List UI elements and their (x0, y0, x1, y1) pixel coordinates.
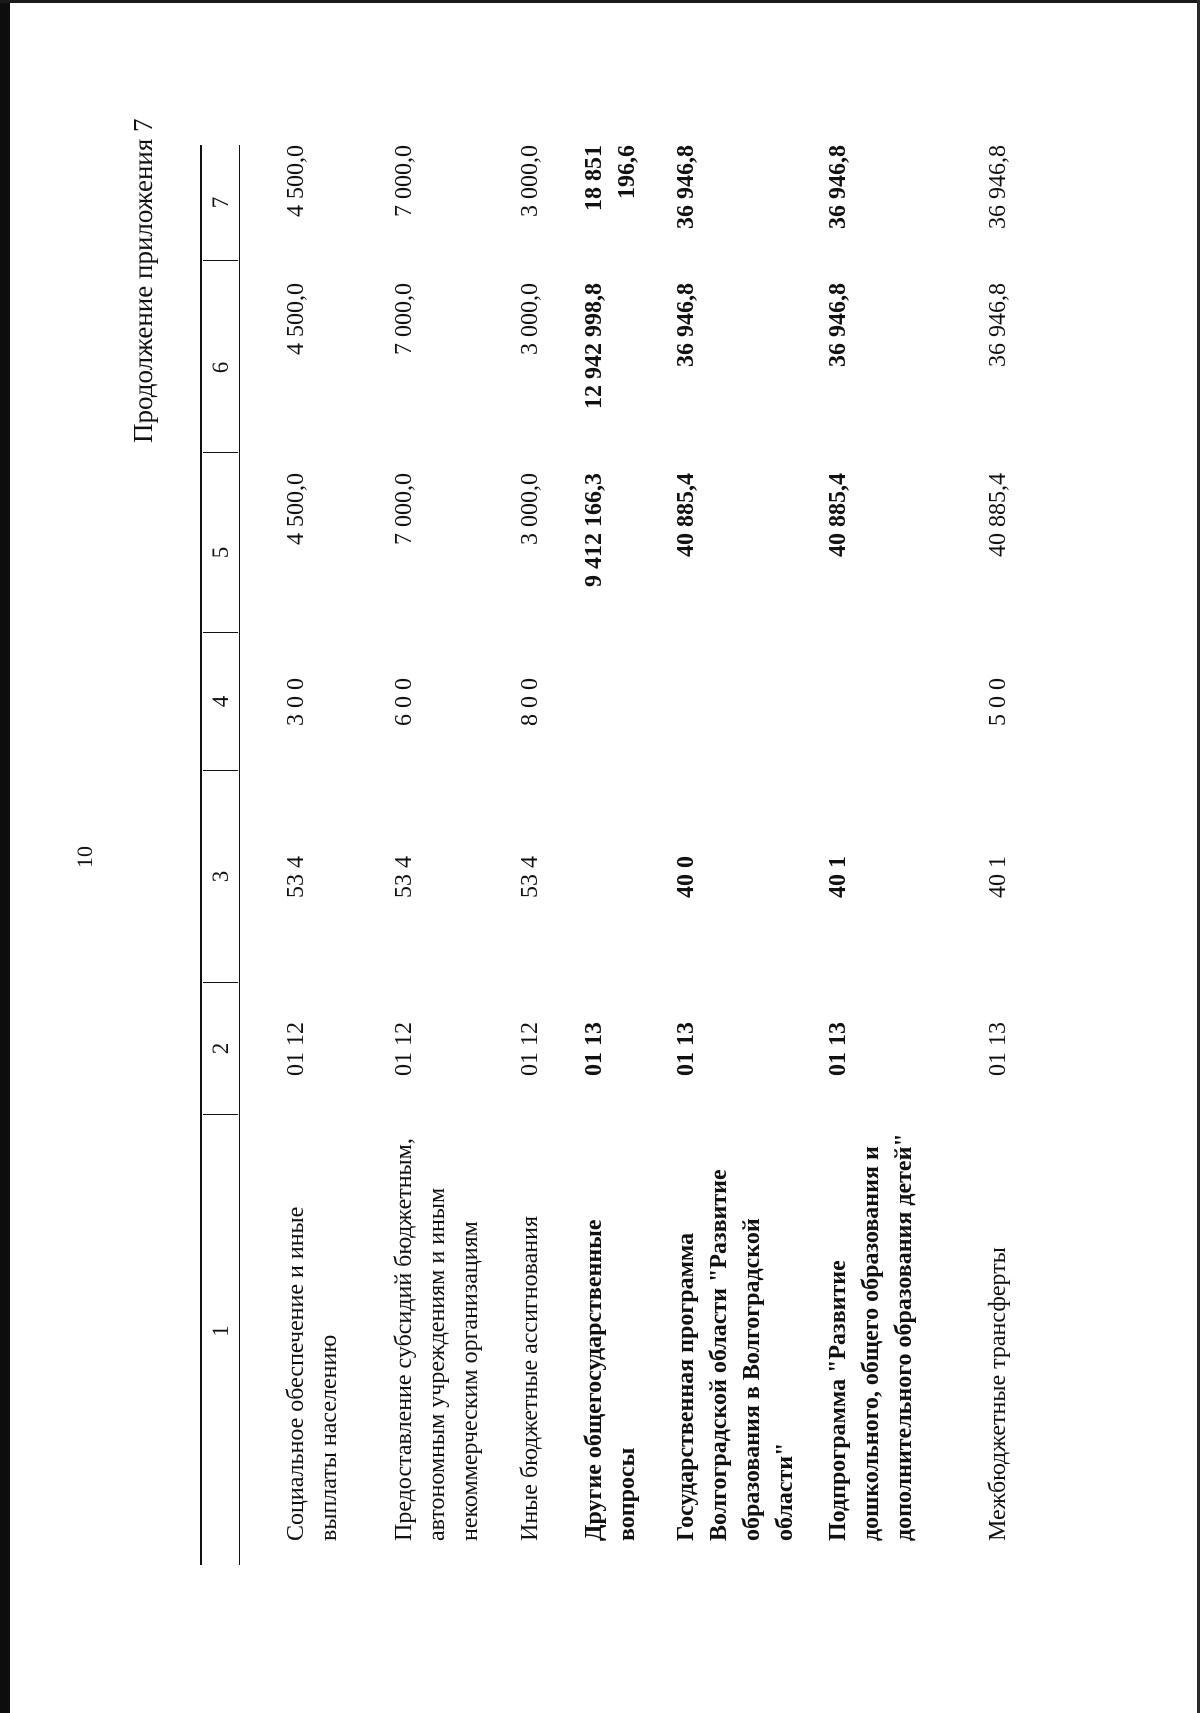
row-name: Социальное обеспечение и иные выплаты населению (283, 1206, 342, 1541)
amount-col-5: 3 000,0 (517, 473, 543, 545)
amount-col-7: 36 946,8 (825, 145, 851, 229)
amount-col-7: 7 000,0 (391, 145, 417, 217)
amount-col-5: 4 500,0 (283, 473, 309, 545)
section-code: 01 13 (985, 1022, 1011, 1076)
table-header-row (200, 145, 240, 1565)
expense-type-code: 5 0 0 (985, 678, 1011, 726)
target-article-code: 40 0 (673, 856, 699, 898)
amount-col-5: 40 885,4 (673, 473, 699, 557)
row-name: Предоставление субсидий бюджетным, автономным учреждениям и иным некоммерческим организациям (391, 1138, 483, 1541)
budget-table (200, 145, 1026, 1565)
amount-col-7: 4 500,0 (283, 145, 309, 217)
target-article-code: 53 4 (283, 856, 309, 898)
header-col-1: 1 (208, 1325, 233, 1337)
section-code: 01 13 (581, 1022, 607, 1076)
header-col-5: 5 (203, 453, 238, 633)
amount-col-6: 12 942 998,8 (581, 283, 607, 409)
expense-type-code: 6 0 0 (391, 678, 417, 726)
amount-col-6: 7 000,0 (391, 283, 417, 355)
row-name: Иные бюджетные ассигнования (517, 1216, 543, 1541)
table-row (578, 145, 668, 1565)
table-row (982, 145, 1026, 1565)
appendix-continuation-note: Продолжение приложения 7 (128, 118, 158, 443)
amount-col-5: 40 885,4 (985, 473, 1011, 557)
amount-col-6: 4 500,0 (283, 283, 309, 355)
target-article-code: 53 4 (517, 856, 543, 898)
target-article-code: 40 1 (825, 856, 851, 898)
amount-col-6: 36 946,8 (673, 283, 699, 367)
header-col-7: 7 (203, 145, 238, 261)
section-code: 01 12 (283, 1022, 309, 1076)
amount-col-5: 40 885,4 (825, 473, 851, 557)
table-row (514, 145, 576, 1565)
row-name: Другие общегосударственные вопросы (581, 1219, 640, 1541)
table-row (388, 145, 512, 1565)
section-code: 01 12 (517, 1022, 543, 1076)
page-number: 10 (72, 846, 97, 868)
expense-type-code: 3 0 0 (283, 678, 309, 726)
table-row (670, 145, 820, 1565)
amount-col-7: 18 851 196,6 (581, 145, 640, 211)
section-code: 01 13 (673, 1022, 699, 1076)
expense-type-code: 8 0 0 (517, 678, 543, 726)
target-article-code: 53 4 (391, 856, 417, 898)
amount-col-5: 9 412 166,3 (581, 473, 607, 587)
amount-col-7: 36 946,8 (985, 145, 1011, 229)
amount-col-7: 3 000,0 (517, 145, 543, 217)
section-code: 01 13 (825, 1022, 851, 1076)
table-row (822, 145, 974, 1565)
target-article-code: 40 1 (985, 856, 1011, 898)
amount-col-6: 36 946,8 (985, 283, 1011, 367)
header-col-2: 2 (203, 983, 238, 1115)
row-name: Подпрограмма "Развитие дошкольного, общего образования и дополнительного образования детей" (825, 1133, 917, 1541)
header-col-4: 4 (203, 633, 238, 771)
amount-col-6: 36 946,8 (825, 283, 851, 367)
table-row (280, 145, 386, 1565)
section-code: 01 12 (391, 1022, 417, 1076)
header-col-3: 3 (203, 771, 238, 983)
header-col-6: 6 (203, 261, 238, 453)
row-name: Межбюджетные трансферты (985, 1247, 1011, 1541)
amount-col-7: 36 946,8 (673, 145, 699, 229)
amount-col-5: 7 000,0 (391, 473, 417, 545)
row-name: Государственная программа Волгоградской области "Развитие образования в Волгоградской области" (673, 1169, 798, 1541)
amount-col-6: 3 000,0 (517, 283, 543, 355)
